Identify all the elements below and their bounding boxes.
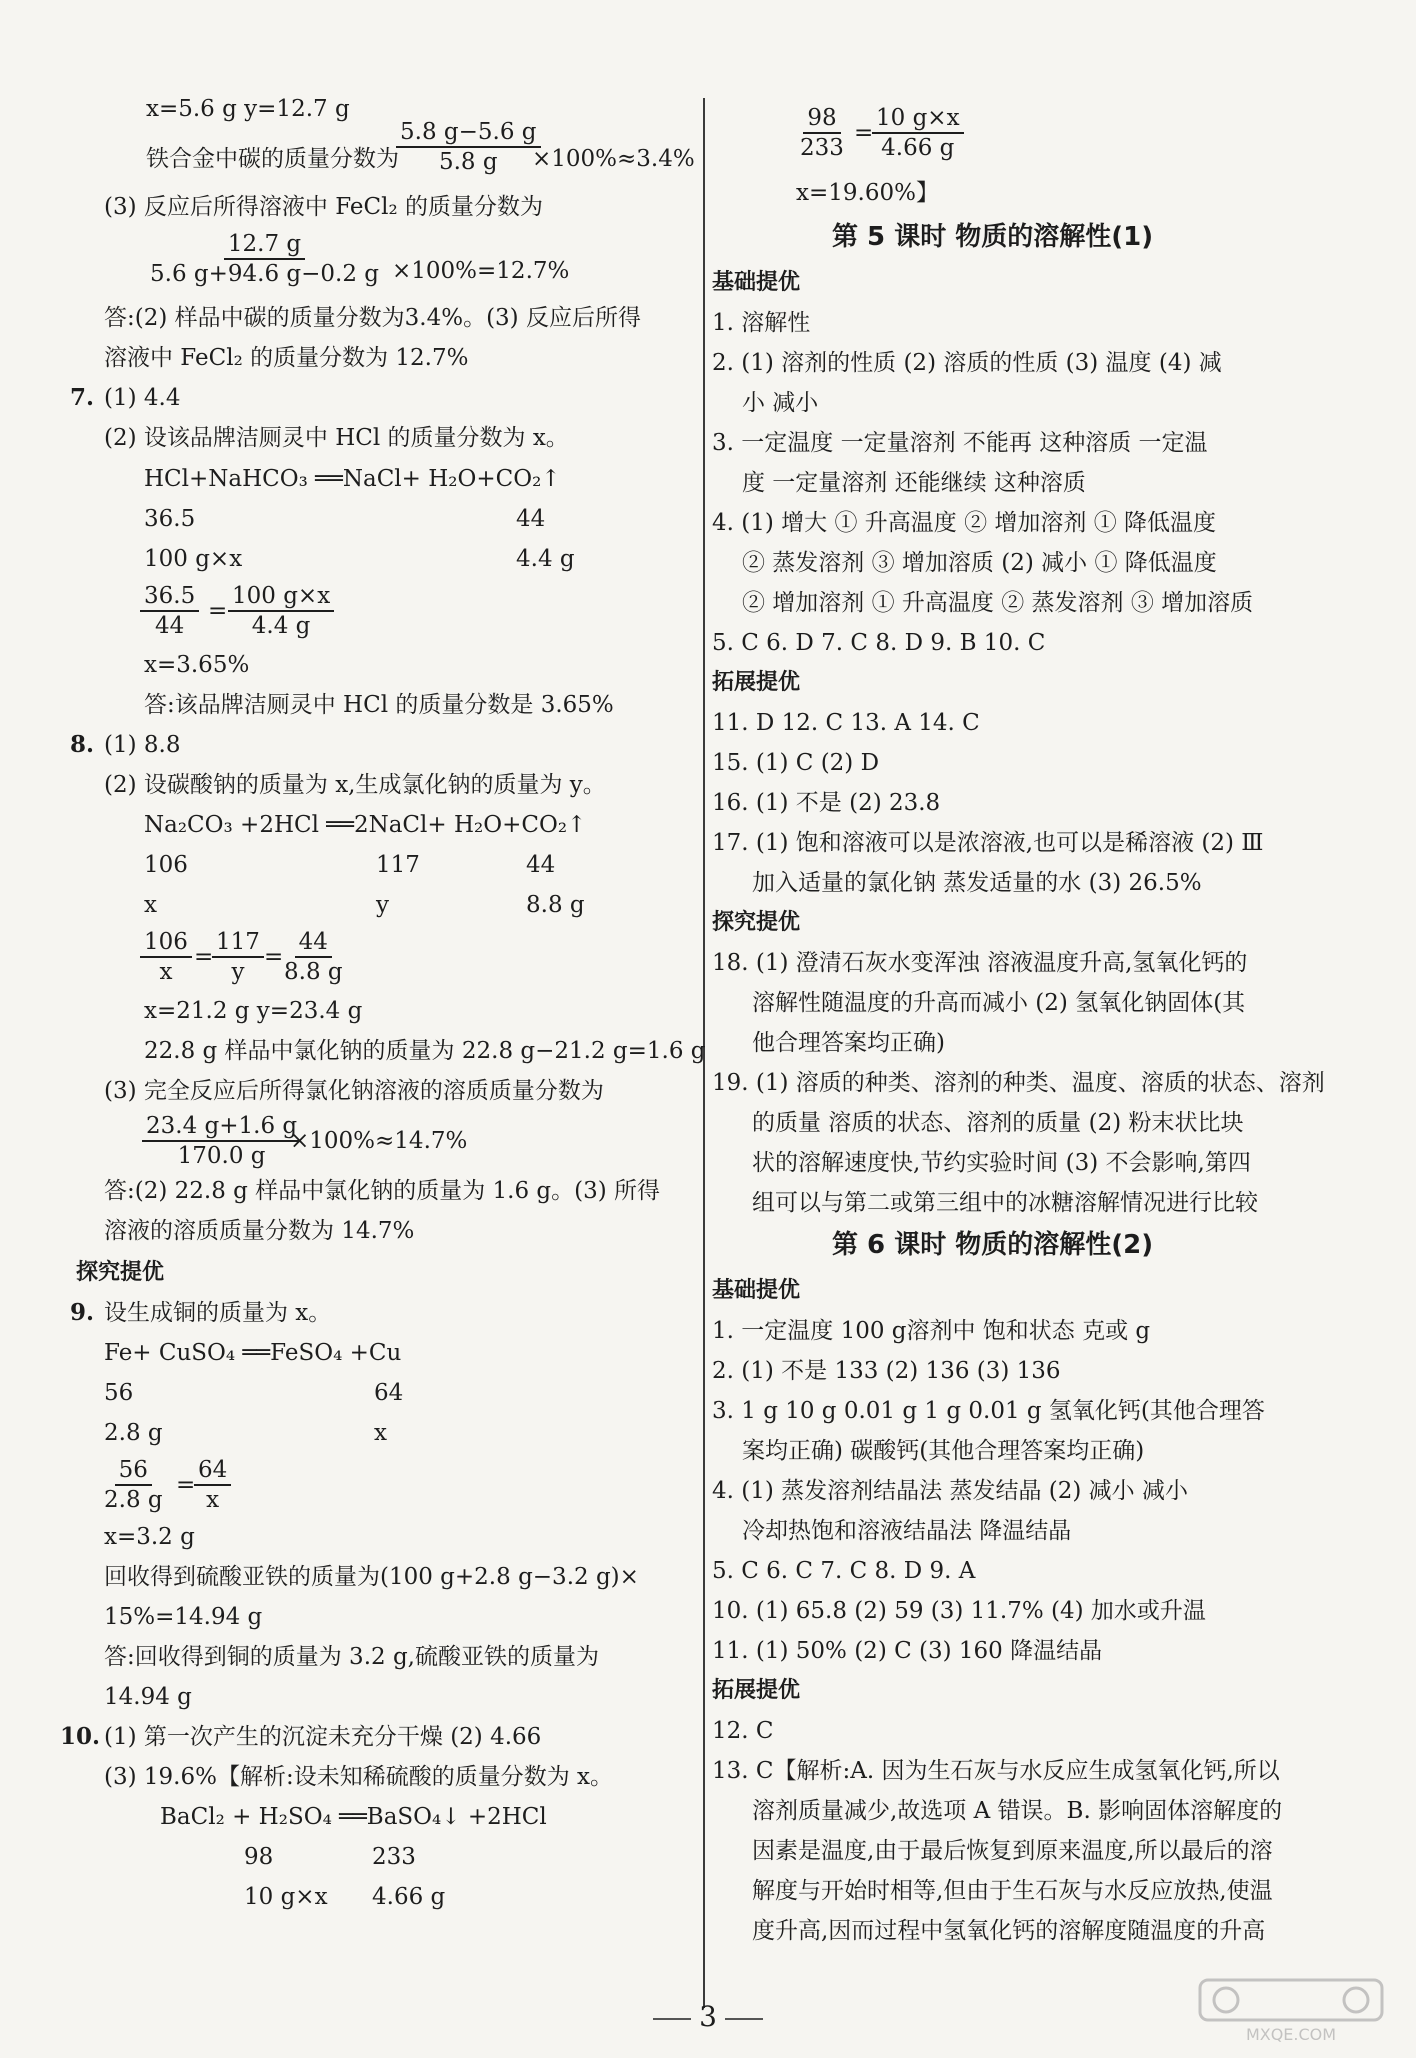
text-line: 8.8 g — [526, 892, 585, 918]
text-line: 36.5 — [144, 506, 196, 532]
text-line: x=3.2 g — [104, 1524, 195, 1550]
text-line: 22.8 g 样品中氯化钠的质量为 22.8 g−21.2 g=1.6 g — [144, 1038, 706, 1064]
text-line: 4.4 g — [516, 546, 575, 572]
text-line: (2) 设该品牌洁厕灵中 HCl 的质量分数为 x。 — [104, 425, 569, 451]
watermark-logo — [1196, 1976, 1386, 2046]
text-line: 100 g×x — [144, 546, 243, 572]
text-line: 冷却热饱和溶液结晶法 降温结晶 — [742, 1518, 1072, 1544]
text-line: ② 增加溶剂 ① 升高温度 ② 蒸发溶剂 ③ 增加溶质 — [742, 590, 1254, 616]
section-heading: 探究提优 — [712, 910, 801, 935]
text-line: 答:回收得到铜的质量为 3.2 g,硫酸亚铁的质量为 — [104, 1644, 599, 1670]
text-line: 2. (1) 溶剂的性质 (2) 溶质的性质 (3) 温度 (4) 减 — [712, 350, 1222, 376]
fraction-denominator: 8.8 g — [284, 959, 343, 985]
svg-text:MXQE.COM: MXQE.COM — [1245, 2025, 1337, 2044]
fraction-denominator: 5.8 g — [438, 149, 498, 175]
fraction-numerator: 44 — [295, 928, 332, 958]
section-heading: 拓展提优 — [712, 670, 801, 695]
text-line: 1. 溶解性 — [712, 310, 811, 336]
question-number: 8. — [70, 731, 95, 758]
fraction — [396, 118, 541, 176]
text-line: 他合理答案均正确) — [752, 1030, 945, 1056]
text-line: 4. (1) 增大 ① 升高温度 ② 增加溶剂 ① 降低温度 — [712, 510, 1217, 536]
fraction-numerator: 23.4 g+1.6 g — [142, 1112, 301, 1142]
question-number: 9. — [70, 1299, 95, 1326]
text-line: 10. (1) 65.8 (2) 59 (3) 11.7% (4) 加水或升温 — [712, 1598, 1206, 1624]
text-line: x — [144, 892, 157, 918]
fraction — [194, 1456, 231, 1514]
fraction — [280, 928, 347, 986]
fraction-denominator: x — [159, 959, 173, 985]
text-line: ×100%=12.7% — [392, 258, 570, 284]
fraction — [796, 104, 848, 162]
page-number-text: 3 — [699, 2000, 717, 2033]
fraction-denominator: 5.6 g+94.6 g−0.2 g — [150, 261, 380, 287]
fraction-denominator: x — [206, 1487, 220, 1513]
text-line: 14.94 g — [104, 1684, 192, 1710]
equation: Na₂CO₃ +2HCl ══2NaCl+ H₂O+CO₂↑ — [144, 812, 587, 838]
fraction-denominator: 170.0 g — [177, 1143, 266, 1169]
text-line: 44 — [516, 506, 546, 532]
fraction-numerator: 117 — [212, 928, 264, 958]
lesson-title: 第 6 课时 物质的溶解性(2) — [832, 1230, 1154, 1260]
text-line: x=19.60%】 — [796, 180, 939, 206]
text-line: (3) 19.6%【解析:设未知稀硫酸的质量分数为 x。 — [104, 1764, 613, 1790]
text-line: 答:(2) 样品中碳的质量分数为3.4%。(3) 反应后所得 — [104, 305, 641, 331]
fraction-numerator: 36.5 — [140, 582, 199, 612]
text-line: (3) 反应后所得溶液中 FeCl₂ 的质量分数为 — [104, 194, 543, 220]
dash-decoration — [725, 2018, 763, 2020]
fraction-numerator: 64 — [194, 1456, 231, 1486]
fraction — [212, 928, 264, 986]
text-line: 13. C【解析:A. 因为生石灰与水反应生成氢氧化钙,所以 — [712, 1758, 1280, 1784]
fraction-numerator: 5.8 g−5.6 g — [396, 118, 541, 148]
text-line: 小 减小 — [742, 390, 819, 416]
text-line: 3. 一定温度 一定量溶剂 不能再 这种溶质 一定温 — [712, 430, 1208, 456]
equation: BaCl₂ + H₂SO₄ ══BaSO₄↓ +2HCl — [160, 1804, 547, 1830]
equals-sign: = — [208, 598, 228, 624]
text-line: (2) 设碳酸钠的质量为 x,生成氯化钠的质量为 y。 — [104, 772, 606, 798]
text-line: 4.66 g — [372, 1884, 446, 1910]
equation: HCl+NaHCO₃ ══NaCl+ H₂O+CO₂↑ — [144, 466, 561, 492]
text-line: 溶液的溶质质量分数为 14.7% — [104, 1218, 415, 1244]
fraction-denominator: 4.66 g — [881, 135, 955, 161]
text-line: 因素是温度,由于最后恢复到原来温度,所以最后的溶 — [752, 1838, 1273, 1864]
text-line: 2.8 g — [104, 1420, 163, 1446]
fraction-numerator: 98 — [803, 104, 840, 134]
fraction — [228, 582, 334, 640]
text-line: 44 — [526, 852, 556, 878]
text-line: 16. (1) 不是 (2) 23.8 — [712, 790, 941, 816]
fraction-denominator: 4.4 g — [251, 613, 311, 639]
text-line: 设生成铜的质量为 x。 — [104, 1300, 332, 1326]
dash-decoration — [653, 2018, 691, 2020]
text-line: ② 蒸发溶剂 ③ 增加溶质 (2) 减小 ① 降低温度 — [742, 550, 1217, 576]
text-line: 11. D 12. C 13. A 14. C — [712, 710, 980, 736]
text-line: 4. (1) 蒸发溶剂结晶法 蒸发结晶 (2) 减小 减小 — [712, 1478, 1188, 1504]
fraction-numerator: 12.7 g — [224, 230, 305, 260]
text-line: (1) 8.8 — [104, 732, 181, 758]
text-line: x — [374, 1420, 387, 1446]
fraction — [872, 104, 964, 162]
text-line: 加入适量的氯化钠 蒸发适量的水 (3) 26.5% — [752, 870, 1202, 896]
text-line: 233 — [372, 1844, 416, 1870]
fraction — [140, 582, 199, 640]
fraction-numerator: 56 — [115, 1456, 152, 1486]
text-line: (3) 完全反应后所得氯化钠溶液的溶质质量分数为 — [104, 1078, 604, 1104]
text-line: 17. (1) 饱和溶液可以是浓溶液,也可以是稀溶液 (2) Ⅲ — [712, 830, 1264, 856]
text-line: 溶解性随温度的升高而减小 (2) 氢氧化钠固体(其 — [752, 990, 1246, 1016]
text-line: 18. (1) 澄清石灰水变浑浊 溶液温度升高,氢氧化钙的 — [712, 950, 1248, 976]
text-line: 12. C — [712, 1718, 774, 1744]
fraction-numerator: 10 g×x — [872, 104, 964, 134]
text-line: 1. 一定温度 100 g溶剂中 饱和状态 克或 g — [712, 1318, 1151, 1344]
equals-sign: = — [176, 1472, 196, 1498]
text-line: 5. C 6. D 7. C 8. D 9. B 10. C — [712, 630, 1046, 656]
text-line: 2. (1) 不是 133 (2) 136 (3) 136 — [712, 1358, 1061, 1384]
question-number: 10. — [60, 1723, 101, 1750]
text-line: 3. 1 g 10 g 0.01 g 1 g 0.01 g 氢氧化钙(其他合理答 — [712, 1398, 1265, 1424]
text-line: 溶液中 FeCl₂ 的质量分数为 12.7% — [104, 345, 469, 371]
fraction-denominator: y — [231, 959, 245, 985]
section-heading: 探究提优 — [76, 1260, 165, 1285]
equals-sign: = — [194, 944, 214, 970]
fraction — [142, 1112, 301, 1170]
equals-sign: = — [264, 944, 284, 970]
text-line: ×100%≈3.4% — [532, 146, 695, 172]
lesson-title: 第 5 课时 物质的溶解性(1) — [832, 222, 1154, 252]
fraction — [100, 1456, 167, 1514]
text-line: (1) 第一次产生的沉淀未充分干燥 (2) 4.66 — [104, 1724, 542, 1750]
question-number: 7. — [70, 384, 95, 411]
section-heading: 拓展提优 — [712, 1678, 801, 1703]
equals-sign: = — [854, 120, 874, 146]
text-line: 度 一定量溶剂 还能继续 这种溶质 — [742, 470, 1086, 496]
text-line: 10 g×x — [244, 1884, 328, 1910]
text-line: 铁合金中碳的质量分数为 — [146, 146, 399, 172]
fraction — [146, 230, 383, 288]
text-line: y — [376, 892, 389, 918]
text-line: 106 — [144, 852, 188, 878]
text-line: 解度与开始时相等,但由于生石灰与水反应放热,使温 — [752, 1878, 1273, 1904]
text-line: 案均正确) 碳酸钙(其他合理答案均正确) — [742, 1438, 1145, 1464]
text-line: 答:该品牌洁厕灵中 HCl 的质量分数是 3.65% — [144, 692, 614, 718]
text-line: x=3.65% — [144, 652, 250, 678]
fraction-numerator: 100 g×x — [228, 582, 334, 612]
text-line: 98 — [244, 1844, 274, 1870]
text-line: 回收得到硫酸亚铁的质量为(100 g+2.8 g−3.2 g)× — [104, 1564, 639, 1590]
section-heading: 基础提优 — [712, 1278, 801, 1303]
fraction-denominator: 2.8 g — [104, 1487, 163, 1513]
text-line: 组可以与第二或第三组中的冰糖溶解情况进行比较 — [752, 1190, 1258, 1216]
text-line: x=5.6 g y=12.7 g — [146, 96, 350, 122]
text-line: 15%=14.94 g — [104, 1604, 263, 1630]
fraction-denominator: 233 — [800, 135, 844, 161]
text-line: 溶剂质量减少,故选项 A 错误。B. 影响固体溶解度的 — [752, 1798, 1283, 1824]
text-line: 64 — [374, 1380, 404, 1406]
text-line: 11. (1) 50% (2) C (3) 160 降温结晶 — [712, 1638, 1103, 1664]
text-line: 5. C 6. C 7. C 8. D 9. A — [712, 1558, 976, 1584]
text-line: 状的溶解速度快,节约实验时间 (3) 不会影响,第四 — [752, 1150, 1251, 1176]
fraction-numerator: 106 — [140, 928, 192, 958]
equation: Fe+ CuSO₄ ══FeSO₄ +Cu — [104, 1340, 402, 1366]
fraction-denominator: 44 — [154, 613, 185, 639]
text-line: 答:(2) 22.8 g 样品中氯化钠的质量为 1.6 g。(3) 所得 — [104, 1178, 661, 1204]
text-line: ×100%≈14.7% — [290, 1128, 468, 1154]
text-line: x=21.2 g y=23.4 g — [144, 998, 363, 1024]
section-heading: 基础提优 — [712, 270, 801, 295]
text-line: 度升高,因而过程中氢氧化钙的溶解度随温度的升高 — [752, 1918, 1266, 1944]
text-line: 19. (1) 溶质的种类、溶剂的种类、温度、溶质的状态、溶剂 — [712, 1070, 1325, 1096]
fraction — [140, 928, 192, 986]
text-line: 56 — [104, 1380, 134, 1406]
text-line: 的质量 溶质的状态、溶剂的质量 (2) 粉末状比块 — [752, 1110, 1244, 1136]
text-line: (1) 4.4 — [104, 385, 181, 411]
text-line: 15. (1) C (2) D — [712, 750, 880, 776]
text-line: 117 — [376, 852, 420, 878]
